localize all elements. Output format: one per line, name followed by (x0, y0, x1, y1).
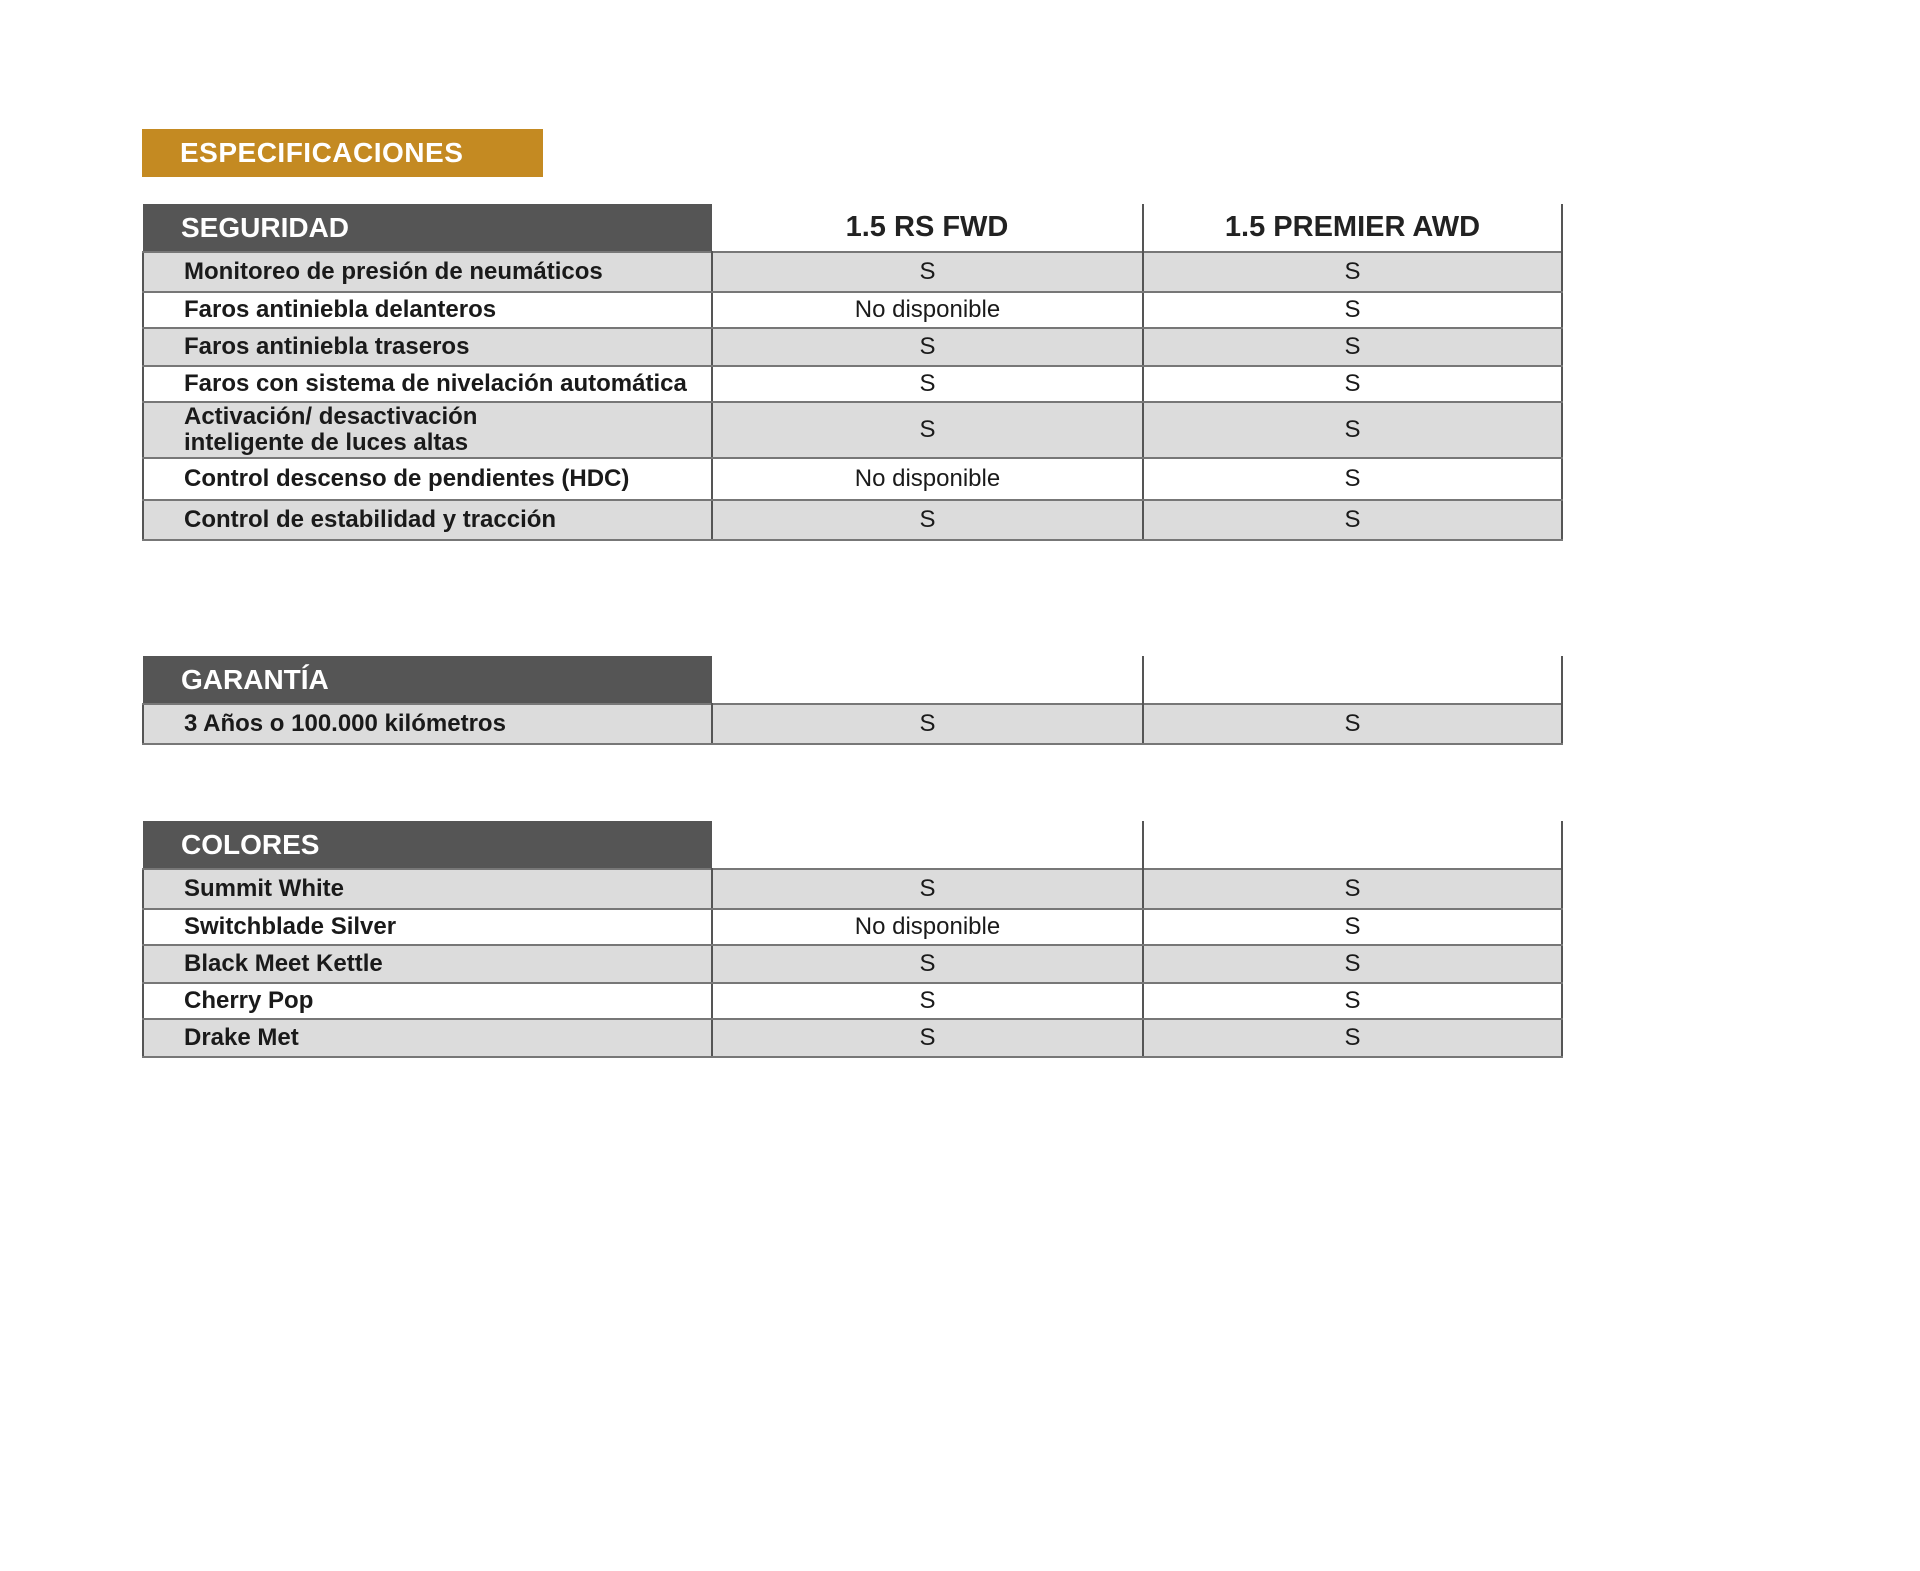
row-label-line: Cherry Pop (184, 987, 314, 1014)
row-label-line: Switchblade Silver (184, 913, 397, 940)
colores-table (142, 821, 1563, 1058)
row-value-model-2: S (1143, 252, 1562, 292)
row-label (143, 328, 712, 366)
row-label (143, 1019, 712, 1057)
row-label (143, 252, 712, 292)
seguridad-table (142, 204, 1563, 541)
row-label (143, 402, 712, 458)
row-label-line: 3 Años o 100.000 kilómetros (184, 710, 506, 737)
model-header-2 (1143, 656, 1562, 704)
row-label-line: Summit White (184, 875, 344, 902)
model-header-1: 1.5 RS FWD (712, 204, 1143, 252)
row-value-model-2: S (1143, 909, 1562, 945)
row-value-model-2: S (1143, 458, 1562, 500)
section-title: GARANTÍA (143, 656, 712, 704)
model-header-2 (1143, 821, 1562, 869)
table-row (143, 869, 1562, 909)
section-banner: ESPECIFICACIONES (142, 129, 543, 177)
row-value-model-1: No disponible (712, 458, 1143, 500)
row-value-model-1: S (712, 366, 1143, 402)
table-row (143, 366, 1562, 402)
row-label-line: Control de estabilidad y tracción (184, 506, 557, 533)
row-value-model-2: S (1143, 704, 1562, 744)
row-label (143, 869, 712, 909)
row-value-model-2: S (1143, 366, 1562, 402)
model-header-1 (712, 821, 1143, 869)
row-value-model-1: S (712, 500, 1143, 540)
row-value-model-2: S (1143, 983, 1562, 1019)
row-value-model-1: S (712, 869, 1143, 909)
row-value-model-1: S (712, 983, 1143, 1019)
section-header (143, 204, 1562, 252)
section-header (143, 656, 1562, 704)
table-row (143, 458, 1562, 500)
row-label-line: Control descenso de pendientes (HDC) (184, 465, 630, 492)
row-value-model-1: S (712, 252, 1143, 292)
row-label (143, 909, 712, 945)
table-row (143, 1019, 1562, 1057)
row-label-line: Activación/ desactivación (184, 403, 478, 430)
row-value-model-2: S (1143, 402, 1562, 458)
table-row (143, 945, 1562, 983)
model-header-2: 1.5 PREMIER AWD (1143, 204, 1562, 252)
row-value-model-1: S (712, 402, 1143, 458)
row-label (143, 500, 712, 540)
model-header-1 (712, 656, 1143, 704)
row-value-model-2: S (1143, 945, 1562, 983)
row-value-model-1: S (712, 1019, 1143, 1057)
section-title: COLORES (143, 821, 712, 869)
table-row (143, 704, 1562, 744)
row-label (143, 458, 712, 500)
section-title: SEGURIDAD (143, 204, 712, 252)
row-label-line: Faros antiniebla traseros (184, 333, 470, 360)
table-row (143, 500, 1562, 540)
garantia-table (142, 656, 1563, 745)
table-row (143, 983, 1562, 1019)
table-row (143, 252, 1562, 292)
row-label (143, 945, 712, 983)
row-label-line: Black Meet Kettle (184, 950, 383, 977)
row-label (143, 366, 712, 402)
row-value-model-2: S (1143, 500, 1562, 540)
row-value-model-2: S (1143, 869, 1562, 909)
row-label (143, 292, 712, 328)
row-value-model-2: S (1143, 292, 1562, 328)
row-value-model-1: S (712, 328, 1143, 366)
table-row (143, 402, 1562, 458)
row-label-line: Drake Met (184, 1024, 299, 1051)
row-value-model-1: S (712, 945, 1143, 983)
row-label-line: Faros antiniebla delanteros (184, 296, 497, 323)
table-row (143, 292, 1562, 328)
row-value-model-2: S (1143, 1019, 1562, 1057)
row-label-line: inteligente de luces altas (184, 429, 469, 456)
row-label (143, 983, 712, 1019)
row-label (143, 704, 712, 744)
row-value-model-1: No disponible (712, 292, 1143, 328)
row-value-model-1: S (712, 704, 1143, 744)
table-row (143, 328, 1562, 366)
row-label-line: Faros con sistema de nivelación automática (184, 370, 687, 397)
section-header (143, 821, 1562, 869)
row-label-line: Monitoreo de presión de neumáticos (184, 258, 603, 285)
table-row (143, 909, 1562, 945)
row-value-model-2: S (1143, 328, 1562, 366)
row-value-model-1: No disponible (712, 909, 1143, 945)
